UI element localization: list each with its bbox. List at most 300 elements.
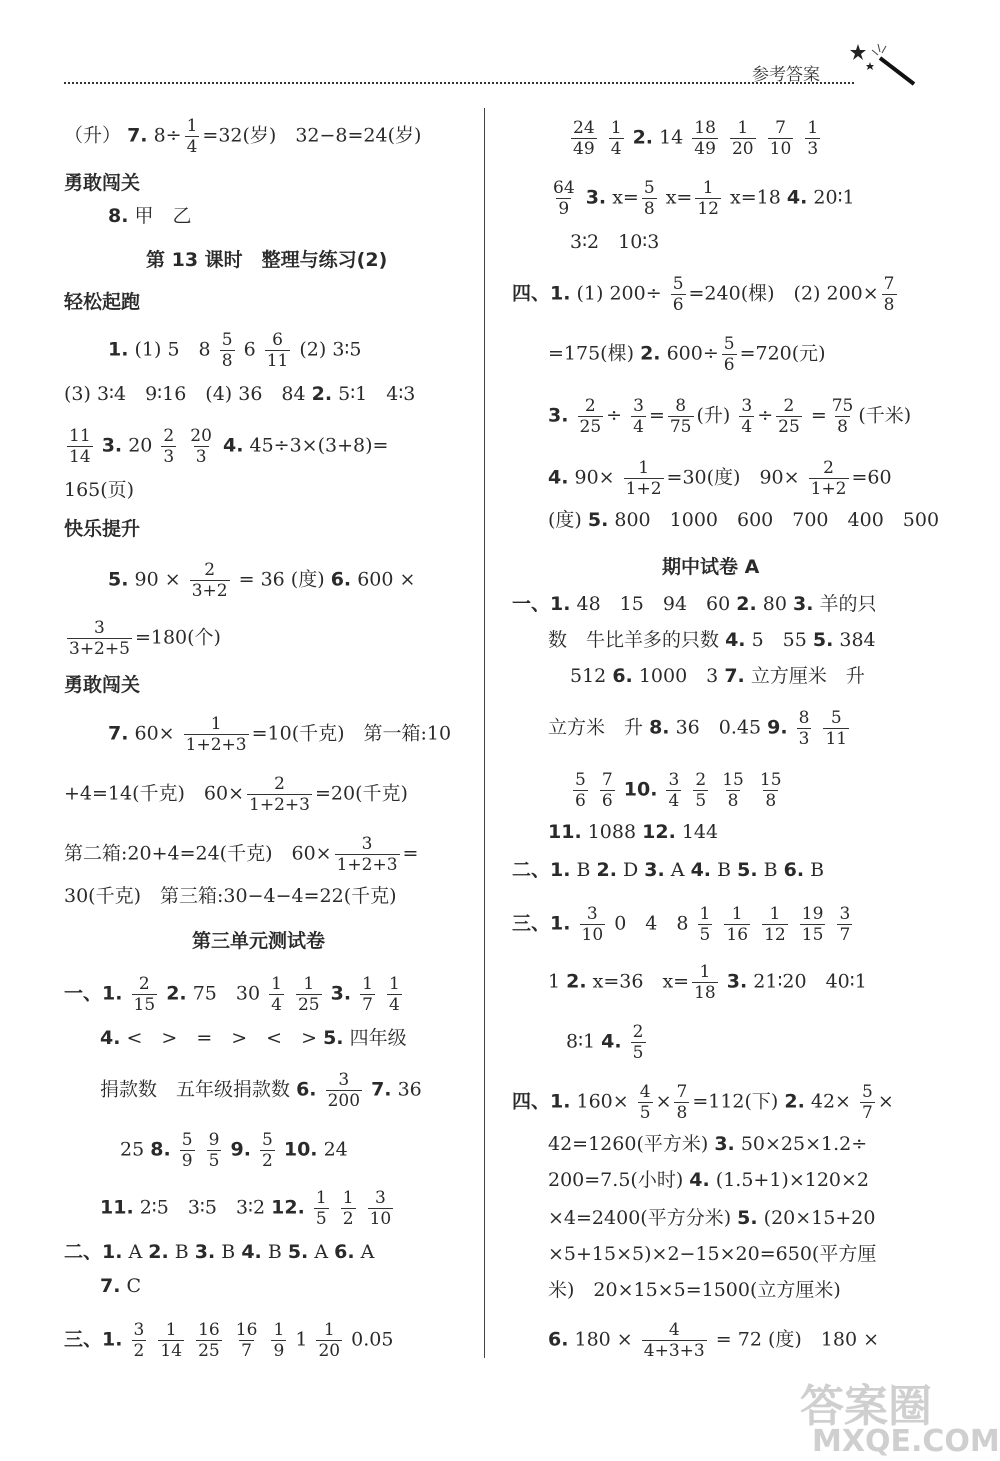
fraction — [220, 330, 235, 371]
answer-text: 90 × — [134, 568, 181, 591]
answer-text: x= — [612, 186, 639, 209]
fraction-numerator: 8 — [798, 708, 810, 728]
fraction-numerator: 4 — [668, 1320, 680, 1340]
fraction-denominator: 8 — [883, 295, 895, 315]
answer-text: (升) — [696, 404, 731, 427]
answer-text: 5∶1 4∶3 — [338, 383, 416, 405]
fraction — [341, 1188, 356, 1229]
fraction — [642, 1320, 707, 1361]
answer-text: 1088 — [587, 821, 637, 843]
fraction — [758, 770, 784, 811]
answer-text: =112(下) — [692, 1090, 779, 1113]
fraction-numerator: 4 — [639, 1082, 651, 1102]
fraction-denominator: 8 — [221, 351, 233, 371]
fraction-numerator: 1 — [699, 904, 711, 924]
answer-text: 1000 3 — [638, 665, 719, 687]
fraction — [695, 178, 721, 219]
answer-text: 2. — [166, 982, 187, 1005]
fraction — [296, 974, 322, 1015]
right-line-6 — [548, 396, 911, 437]
left-line-2 — [108, 202, 192, 230]
fraction-denominator: 8 — [676, 1103, 688, 1123]
fraction-numerator: 7 — [775, 118, 786, 138]
fraction — [631, 396, 646, 437]
fraction-numerator: 3 — [375, 1188, 386, 1208]
fraction-denominator: 2 — [261, 1151, 273, 1171]
fraction-denominator: 5 — [699, 925, 711, 945]
fraction-numerator: 8 — [675, 396, 687, 416]
fraction — [207, 1130, 222, 1171]
answer-text: 米) 20×15×5=1500(立方厘米) — [548, 1279, 841, 1301]
answer-text: 200=7.5(小时) — [548, 1169, 684, 1191]
fraction-denominator: 8 — [765, 791, 777, 811]
fraction-numerator: 3 — [338, 1070, 350, 1090]
fraction-numerator: 20 — [190, 426, 212, 446]
right-line-22 — [548, 1204, 875, 1232]
answer-text: (3) 3∶4 9∶16 (4) 36 84 — [64, 383, 306, 405]
answer-text: = — [810, 404, 827, 427]
answer-text: 5. — [323, 1027, 344, 1049]
answer-text: =180(个) — [134, 626, 221, 649]
fraction — [316, 1320, 342, 1361]
fraction-denominator: 6 — [601, 791, 613, 811]
answer-text: 160× — [576, 1090, 629, 1113]
lesson-title: 第 13 课时 整理与练习(2) — [146, 249, 388, 271]
fraction-numerator: 5 — [862, 1082, 873, 1102]
fraction — [580, 904, 606, 945]
fraction-denominator: 8 — [837, 417, 848, 437]
fraction — [830, 396, 856, 437]
answer-text: 5 55 — [751, 629, 807, 651]
fraction-denominator: 7 — [241, 1341, 252, 1361]
answer-text: 3. — [726, 970, 748, 993]
right-line-25 — [548, 1320, 879, 1361]
answer-text: 80 — [762, 593, 787, 615]
answer-text: B — [763, 859, 778, 881]
left-line-7 — [108, 560, 415, 601]
answer-text: =10(千克) 第一箱:10 — [251, 722, 452, 745]
answer-text: 8÷ — [153, 124, 182, 147]
answer-text: 10. — [283, 1138, 318, 1161]
fraction-denominator: 1+2 — [810, 479, 847, 499]
fraction — [800, 904, 826, 945]
answer-text: (2) 3∶5 — [299, 338, 362, 361]
answer-text: 3. — [101, 434, 123, 457]
answer-text: 2. — [736, 593, 757, 615]
left-line-14 — [100, 1024, 407, 1052]
fraction-denominator: 20 — [731, 139, 754, 159]
fraction-numerator: 1 — [610, 118, 622, 138]
right-line-14 — [548, 818, 718, 846]
answer-text: x= — [665, 186, 693, 209]
answer-text: B — [810, 859, 825, 881]
fraction-denominator: 10 — [369, 1209, 392, 1229]
answer-text: 8. — [649, 716, 670, 739]
answer-text: 3. — [548, 404, 569, 427]
right-line-5 — [548, 334, 826, 375]
fraction-numerator: 5 — [575, 770, 586, 790]
answer-text: 0.05 — [351, 1328, 394, 1351]
header-divider — [64, 82, 854, 84]
left-line-16 — [120, 1130, 348, 1171]
magic-wand-icon — [850, 40, 920, 95]
answer-text: 7. — [724, 665, 745, 687]
answer-text: (1) 200÷ — [576, 282, 662, 305]
answer-text: 第二箱:20+4=24(千克) 60× — [64, 842, 332, 865]
fraction — [720, 770, 746, 811]
fraction-numerator: 5 — [643, 178, 655, 198]
right-line-4 — [512, 274, 900, 315]
answer-text: 12. — [271, 1196, 305, 1219]
fraction-numerator: 3 — [361, 834, 373, 854]
answer-text: 三、1. — [64, 1328, 123, 1351]
answer-text: =175(棵) — [548, 342, 635, 365]
answer-text: 60× — [134, 722, 175, 745]
right-line-21 — [548, 1166, 869, 1194]
answer-text: 6. — [783, 859, 805, 881]
midterm-title: 期中试卷 A — [662, 556, 760, 578]
fraction-denominator: 11 — [825, 729, 848, 749]
fraction — [573, 770, 588, 811]
answer-text: 384 — [839, 629, 876, 651]
answer-text: 42=1260(平方米) — [548, 1133, 709, 1155]
fraction-denominator: 5 — [695, 791, 707, 811]
section-heading: 勇敢闯关 — [64, 674, 141, 696]
answer-text: 75 30 — [192, 982, 261, 1005]
answer-text: 4. — [100, 1027, 121, 1049]
answer-text: A — [314, 1241, 329, 1263]
fraction-numerator: 1 — [315, 1188, 327, 1208]
answer-text: 2. — [311, 383, 333, 405]
fraction-numerator: 19 — [801, 904, 824, 924]
left-line-10 — [64, 774, 408, 815]
fraction — [809, 458, 849, 499]
answer-text: 180 × — [574, 1328, 633, 1351]
fraction-denominator: 14 — [160, 1341, 183, 1361]
answer-text: 5. — [108, 568, 129, 591]
fraction-numerator: 1 — [638, 458, 650, 478]
answer-text: 25 — [120, 1138, 145, 1161]
watermark-logo: 答案圈 — [800, 1381, 932, 1432]
fraction-numerator: 1 — [271, 974, 282, 994]
answer-text: 4. — [786, 186, 808, 209]
fraction-numerator: 24 — [573, 118, 595, 138]
answer-text: (1.5+1)×120×2 — [715, 1169, 870, 1191]
fraction-denominator: 3+2+5 — [69, 639, 130, 659]
answer-text: 14 — [659, 126, 684, 149]
fraction-denominator: 10 — [769, 139, 792, 159]
fraction — [185, 116, 200, 157]
answer-text: 立方米 升 — [548, 716, 644, 739]
answer-text: 二、1. — [512, 859, 571, 881]
fraction-denominator: 200 — [327, 1091, 361, 1111]
fraction-numerator: 1 — [702, 178, 714, 198]
fraction-numerator: 18 — [694, 118, 716, 138]
fraction-numerator: 2 — [274, 774, 285, 794]
fraction-numerator: 2 — [695, 770, 707, 790]
fraction — [260, 1130, 275, 1171]
fraction-denominator: 16 — [726, 925, 749, 945]
right-line-17 — [548, 962, 867, 1003]
answer-text: 5. — [737, 859, 758, 881]
answer-text: 2. — [148, 1241, 169, 1263]
fraction — [739, 396, 754, 437]
answer-text: 50×25×1.2÷ — [740, 1133, 868, 1155]
fraction-numerator: 2 — [584, 396, 596, 416]
fraction — [132, 1320, 147, 1361]
fraction-denominator: 6 — [575, 791, 586, 811]
fraction-denominator: 4 — [741, 417, 753, 437]
answer-text: = — [402, 842, 419, 865]
answer-text: +4=14(千克) 60× — [64, 782, 245, 805]
unit-test-title: 第三单元测试卷 — [192, 930, 326, 952]
fraction-numerator: 5 — [261, 1130, 273, 1150]
fraction — [67, 618, 132, 659]
answer-text: 11. — [548, 821, 582, 843]
left-line-17 — [100, 1188, 396, 1229]
fraction-denominator: 11 — [266, 351, 289, 371]
column-divider — [484, 108, 485, 1358]
answer-text: 立方厘米 升 — [750, 665, 865, 687]
fraction-denominator: 1+2+3 — [249, 795, 310, 815]
fraction — [698, 904, 713, 945]
answer-text: 一、1. — [64, 982, 123, 1005]
left-line-19 — [100, 1272, 141, 1300]
answer-text: 3. — [714, 1133, 735, 1155]
left-line-8 — [64, 618, 221, 659]
fraction-numerator: 64 — [553, 178, 575, 198]
answer-text: 2. — [784, 1090, 805, 1113]
fraction — [724, 904, 750, 945]
fraction — [387, 974, 402, 1015]
answer-text: 3. — [194, 1241, 216, 1263]
answer-text: = 36 (度) — [238, 568, 325, 591]
fraction-denominator: 5 — [315, 1209, 327, 1229]
answer-text: 30(千克) 第三箱:30−4−4=22(千克) — [64, 885, 397, 907]
answer-text: 3. — [330, 982, 352, 1005]
fraction — [693, 770, 708, 811]
fraction-numerator: 1 — [342, 1188, 354, 1208]
fraction — [609, 118, 624, 159]
fraction — [762, 904, 788, 945]
fraction — [797, 708, 812, 749]
fraction-denominator: 3 — [807, 139, 819, 159]
fraction-denominator: 25 — [579, 417, 602, 437]
fraction-numerator: 1 — [362, 974, 373, 994]
answer-text: 5. — [287, 1241, 309, 1263]
fraction-denominator: 6 — [723, 355, 735, 375]
answer-text: 0 4 8 — [614, 912, 689, 935]
answer-text: =32(岁) 32−8=24(岁) — [202, 124, 422, 147]
fraction — [184, 714, 249, 755]
answer-text: × — [877, 1090, 894, 1113]
answer-text: 90× — [574, 466, 615, 489]
answer-text: B — [576, 859, 591, 881]
fraction-numerator: 2 — [138, 974, 150, 994]
left-line-20 — [64, 1320, 393, 1361]
header-title: 参考答案 — [752, 65, 820, 85]
fraction — [132, 974, 158, 1015]
answer-text: 20∶1 — [813, 186, 855, 209]
fraction-denominator: 49 — [694, 139, 716, 159]
fraction-numerator: 2 — [823, 458, 834, 478]
fraction — [158, 1320, 184, 1361]
fraction-numerator: 15 — [759, 770, 782, 790]
fraction-numerator: 2 — [632, 1022, 644, 1042]
fraction — [692, 118, 718, 159]
fraction-denominator: 3+2 — [191, 581, 228, 601]
answer-text: 6. — [548, 1328, 569, 1351]
answer-text: 7. — [100, 1275, 121, 1297]
watermark-url: MXQE.COM — [812, 1424, 1000, 1459]
answer-text: 2. — [640, 342, 661, 365]
answer-text: 4. — [690, 859, 712, 881]
fraction — [247, 774, 312, 815]
fraction-numerator: 1 — [323, 1320, 335, 1340]
fraction-denominator: 7 — [362, 995, 373, 1015]
left-line-13 — [64, 974, 405, 1015]
left-line-18 — [64, 1238, 374, 1266]
right-line-8 — [548, 506, 939, 534]
fraction-denominator: 3 — [195, 447, 207, 467]
fraction — [360, 974, 375, 1015]
fraction-numerator: 3 — [741, 396, 753, 416]
fraction-numerator: 2 — [783, 396, 795, 416]
answer-text: 512 — [570, 665, 607, 687]
answer-text: =720(元) — [739, 342, 826, 365]
right-line-18 — [566, 1022, 649, 1063]
answer-text: 2. — [632, 126, 654, 149]
fraction — [196, 1320, 222, 1361]
answer-text: 3. — [585, 186, 607, 209]
left-line-6 — [64, 476, 134, 504]
fraction — [768, 118, 794, 159]
left-line-4 — [64, 380, 415, 408]
answer-text: 甲 乙 — [134, 205, 192, 227]
fraction-numerator: 16 — [235, 1320, 258, 1340]
fraction — [671, 274, 686, 315]
fraction-numerator: 7 — [676, 1082, 688, 1102]
fraction-denominator: 4 — [610, 139, 622, 159]
answer-text: 二、1. — [64, 1241, 123, 1263]
fraction-denominator: 8 — [727, 791, 739, 811]
fraction — [882, 274, 897, 315]
fraction — [823, 708, 849, 749]
fraction — [190, 560, 230, 601]
fraction-denominator: 4 — [186, 137, 198, 157]
answer-text: 1. — [108, 338, 129, 361]
answer-text: =60 — [851, 466, 892, 489]
answer-text: B — [267, 1241, 282, 1263]
fraction-numerator: 1 — [731, 904, 743, 924]
answer-text: 600 × — [357, 568, 416, 591]
fraction-numerator: 1 — [210, 714, 222, 734]
answer-text: 4. — [601, 1030, 622, 1053]
fraction-denominator: 7 — [862, 1103, 873, 1123]
fraction — [600, 770, 615, 811]
answer-text: A — [360, 1241, 375, 1263]
fraction-denominator: 14 — [69, 447, 91, 467]
answer-text: 一、1. — [512, 593, 571, 615]
answer-text: 9. — [767, 716, 788, 739]
fraction-numerator: 1 — [389, 974, 400, 994]
answer-text: 6. — [612, 665, 633, 687]
answer-text: < > = > < > — [126, 1027, 318, 1049]
right-line-9 — [512, 590, 877, 618]
answer-text: 3∶2 10∶3 — [570, 231, 660, 253]
fraction-denominator: 25 — [778, 417, 800, 437]
answer-text: B — [717, 859, 732, 881]
fraction-numerator: 3 — [839, 904, 851, 924]
fraction — [234, 1320, 260, 1361]
answer-text: 7. — [127, 124, 148, 147]
right-line-7 — [548, 458, 892, 499]
left-line-15 — [100, 1070, 422, 1111]
fraction-denominator: 25 — [198, 1341, 220, 1361]
answer-text: 4. — [548, 466, 569, 489]
answer-text: （升） — [64, 124, 122, 147]
fraction — [674, 1082, 689, 1123]
answer-text: =240(棵) (2) 200× — [688, 282, 879, 305]
answer-text: 4. — [241, 1241, 262, 1263]
fraction — [692, 962, 718, 1003]
answer-text: 4. — [689, 1169, 710, 1191]
fraction-denominator: 5 — [208, 1151, 220, 1171]
left-line-5 — [64, 426, 388, 467]
fraction-numerator: 6 — [272, 330, 283, 350]
answer-text: 42× — [810, 1090, 851, 1113]
fraction — [314, 1188, 329, 1229]
answer-text: 数 牛比羊多的只数 — [548, 629, 720, 651]
fraction-numerator: 3 — [94, 618, 105, 638]
answer-text: 6 — [243, 338, 256, 361]
fraction-numerator: 3 — [668, 770, 680, 790]
answer-text: 24 — [323, 1138, 348, 1161]
fraction-denominator: 9 — [558, 199, 570, 219]
fraction — [666, 770, 681, 811]
answer-text: 2. — [566, 970, 587, 993]
answer-text: 捐款数 五年级捐款数 — [100, 1078, 291, 1101]
right-line-2 — [548, 178, 855, 219]
answer-text: B — [221, 1241, 236, 1263]
fraction — [269, 974, 284, 1015]
fraction-numerator: 1 — [165, 1320, 177, 1340]
answer-text: 144 — [681, 821, 719, 843]
fraction — [578, 396, 604, 437]
fraction-numerator: 75 — [831, 396, 854, 416]
answer-text: ÷ — [606, 404, 623, 427]
answer-text: (1) 5 8 — [134, 338, 211, 361]
right-line-15 — [512, 856, 824, 884]
fraction-numerator: 1 — [807, 118, 819, 138]
fraction-denominator: 7 — [839, 925, 851, 945]
fraction-numerator: 11 — [69, 426, 91, 446]
answer-text: 7. — [108, 722, 129, 745]
answer-text: 5. — [812, 629, 834, 651]
fraction-denominator: 3 — [163, 447, 175, 467]
right-line-10 — [548, 626, 876, 654]
answer-text: 1 — [295, 1328, 308, 1351]
answer-text: 8. — [150, 1138, 171, 1161]
fraction-numerator: 3 — [633, 396, 644, 416]
fraction-numerator: 5 — [723, 334, 735, 354]
fraction — [67, 426, 93, 467]
fraction — [668, 396, 694, 437]
fraction — [180, 1130, 195, 1171]
fraction-denominator: 4 — [633, 417, 644, 437]
fraction-denominator: 4 — [668, 791, 680, 811]
answer-text: x=36 x= — [592, 970, 690, 993]
